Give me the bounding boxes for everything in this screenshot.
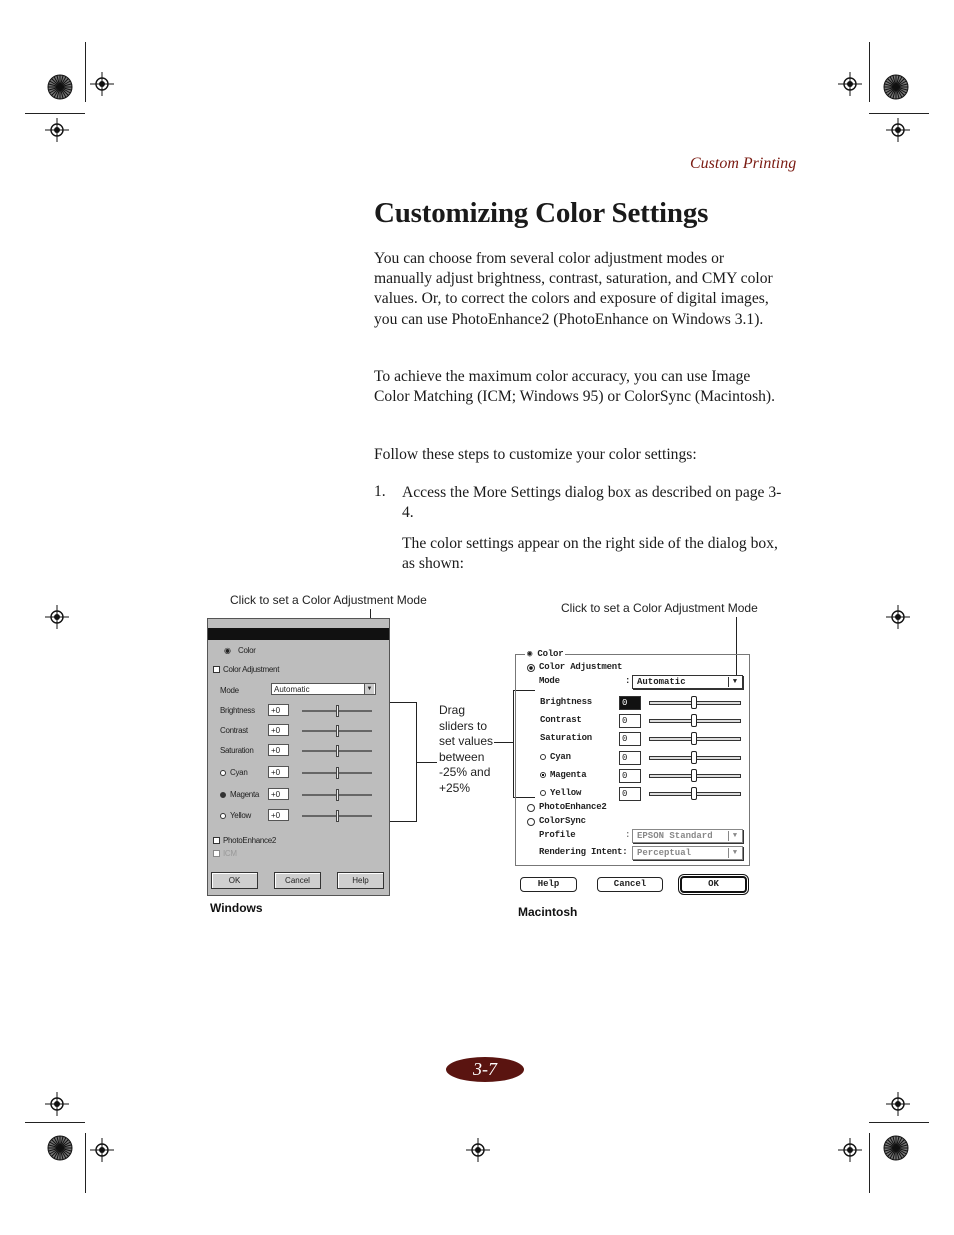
running-head: Custom Printing <box>690 155 797 172</box>
mac-slider-label: Contrast <box>540 715 582 725</box>
windows-slider-label: Brightness <box>220 706 255 715</box>
mac-cyan-radio[interactable] <box>540 754 546 760</box>
registration-crosshair-icon <box>886 605 910 629</box>
windows-help-button[interactable]: Help <box>337 872 384 889</box>
mac-slider-thumb[interactable] <box>691 787 697 800</box>
crop-line <box>869 42 870 102</box>
windows-slider-label: Magenta <box>230 790 260 799</box>
crop-line <box>85 1133 86 1193</box>
windows-slider-label: Cyan <box>230 768 248 777</box>
mac-slider-label: Brightness <box>540 697 593 707</box>
windows-caption: Windows <box>210 901 263 915</box>
windows-slider-value-field[interactable]: +0 <box>268 704 289 716</box>
mac-color-title: ◉ Color <box>527 649 564 659</box>
mac-photoenhance-label: PhotoEnhance2 <box>539 802 607 812</box>
windows-titlebar <box>208 628 389 640</box>
mac-help-button[interactable]: Help <box>520 877 577 892</box>
mac-colorsync-radio[interactable] <box>527 818 535 826</box>
windows-slider-value-field[interactable]: +0 <box>268 809 289 821</box>
registration-crosshair-icon <box>45 1092 69 1116</box>
registration-crosshair-icon <box>886 118 910 142</box>
windows-color-dialog <box>207 618 390 896</box>
registration-crosshair-icon <box>90 1138 114 1162</box>
steps-intro: Follow these steps to customize your color settings: <box>374 446 697 463</box>
crop-line <box>25 113 85 114</box>
mac-slider-thumb[interactable] <box>691 714 697 727</box>
crop-line <box>869 1133 870 1193</box>
registration-star-icon <box>47 1135 73 1161</box>
drag-sliders-callout: Drag sliders to set values between -25% and +25% <box>439 703 494 795</box>
step-number: 1. <box>374 483 386 500</box>
windows-mode-label: Mode <box>220 686 239 695</box>
registration-star-icon <box>47 74 73 100</box>
step-text: Access the More Settings dialog box as described on page 3-4. <box>402 484 782 522</box>
mac-slider-thumb[interactable] <box>691 732 697 745</box>
registration-crosshair-icon <box>838 72 862 96</box>
mac-mode-label: Mode <box>539 676 560 686</box>
mac-slider-value-field[interactable]: 0 <box>619 787 641 801</box>
mac-magenta-radio[interactable] <box>540 772 546 778</box>
crop-line <box>85 42 86 102</box>
mac-slider-thumb[interactable] <box>691 696 697 709</box>
windows-slider-thumb[interactable] <box>336 789 339 801</box>
windows-slider-thumb[interactable] <box>336 767 339 779</box>
mac-colorsync-label: ColorSync <box>539 816 586 826</box>
windows-color-adjustment-label: Color Adjustment <box>223 665 280 674</box>
step-followup: The color settings appear on the right side of the dialog box, as shown: <box>402 535 778 573</box>
windows-slider-label: Saturation <box>220 746 254 755</box>
windows-slider-thumb[interactable] <box>336 810 339 822</box>
mac-slider-label: Cyan <box>550 752 571 762</box>
windows-slider-value-field[interactable]: +0 <box>268 788 289 800</box>
mac-bracket-leader <box>494 742 513 743</box>
windows-photoenhance-checkbox[interactable] <box>213 837 220 844</box>
mac-cancel-button[interactable]: Cancel <box>597 877 663 892</box>
registration-crosshair-icon <box>466 1138 490 1162</box>
windows-slider-value-field[interactable]: +0 <box>268 766 289 778</box>
mac-popup-arrow-icon: ▼ <box>728 677 741 687</box>
windows-bracket-leader <box>417 762 437 763</box>
mac-slider-label: Magenta <box>550 770 587 780</box>
windows-slider-thumb[interactable] <box>336 705 339 717</box>
mac-slider-label: Saturation <box>540 733 593 743</box>
registration-crosshair-icon <box>886 1092 910 1116</box>
mac-color-icon: ◉ <box>527 649 538 659</box>
mac-rendering-intent-popup[interactable]: Perceptual ▼ <box>632 846 743 860</box>
mac-photoenhance-radio[interactable] <box>527 804 535 812</box>
windows-slider-value-field[interactable]: +0 <box>268 724 289 736</box>
mac-profile-label: Profile <box>539 830 576 840</box>
crop-line <box>869 1122 929 1123</box>
page-number-badge: 3-7 <box>446 1057 524 1082</box>
windows-yellow-radio[interactable] <box>220 813 226 819</box>
registration-crosshair-icon <box>45 118 69 142</box>
registration-crosshair-icon <box>45 605 69 629</box>
mac-color-adjustment-label: Color Adjustment <box>539 662 623 672</box>
page-title: Customizing Color Settings <box>374 197 709 229</box>
windows-slider-thumb[interactable] <box>336 725 339 737</box>
windows-ok-button[interactable]: OK <box>211 872 258 889</box>
mac-slider-value-field[interactable]: 0 <box>619 714 641 728</box>
windows-cancel-button[interactable]: Cancel <box>274 872 321 889</box>
mac-color-adjustment-radio[interactable] <box>527 664 535 672</box>
mac-profile-popup[interactable]: EPSON Standard ▼ <box>632 829 743 843</box>
mac-slider-value-field[interactable]: 0 <box>619 696 641 710</box>
windows-slider-label: Contrast <box>220 726 248 735</box>
registration-crosshair-icon <box>90 72 114 96</box>
mac-caption: Macintosh <box>518 905 578 919</box>
registration-star-icon <box>883 1135 909 1161</box>
mac-mode-callout: Click to set a Color Adjustment Mode <box>561 601 758 615</box>
mac-profile-colon: : <box>625 830 631 840</box>
mac-slider-value-field[interactable]: 0 <box>619 751 641 765</box>
mac-slider-value-field[interactable]: 0 <box>619 769 641 783</box>
mac-ok-button[interactable]: OK <box>680 876 747 893</box>
mac-slider-value-field[interactable]: 0 <box>619 732 641 746</box>
windows-slider-thumb[interactable] <box>336 745 339 757</box>
mac-mode-popup[interactable]: Automatic ▼ <box>632 675 743 689</box>
windows-icm-label: ICM <box>223 849 237 858</box>
crop-line <box>25 1122 85 1123</box>
mac-profile-arrow-icon: ▼ <box>728 831 741 841</box>
icm-paragraph: To achieve the maximum color accuracy, you can use Image Color Matching (ICM; Windows 95) or ColorSync (Macintosh). <box>374 368 776 406</box>
registration-crosshair-icon <box>838 1138 862 1162</box>
registration-star-icon <box>883 74 909 100</box>
crop-line <box>869 113 929 114</box>
mac-slider-thumb[interactable] <box>691 751 697 764</box>
windows-mode-callout: Click to set a Color Adjustment Mode <box>230 593 427 607</box>
windows-icm-checkbox[interactable] <box>213 850 220 857</box>
windows-color-icon: ◉ <box>224 646 231 655</box>
mac-slider-thumb[interactable] <box>691 769 697 782</box>
intro-paragraph: You can choose from several color adjustment modes or manually adjust brightness, contrast, saturation, and CMY color values. Or, to correct the colors and exposure of digital images, you can use PhotoEnhance2 (PhotoEnhance on Windows 3.1). <box>374 250 773 328</box>
mac-color-dialog <box>513 644 753 896</box>
windows-photoenhance-label: PhotoEnhance2 <box>223 836 277 845</box>
windows-dropdown-arrow-icon: ▼ <box>364 684 374 694</box>
mac-slider-label: Yellow <box>550 788 582 798</box>
windows-magenta-radio[interactable] <box>220 792 226 798</box>
mac-rendering-arrow-icon: ▼ <box>728 848 741 858</box>
windows-slider-value-field[interactable]: +0 <box>268 744 289 756</box>
windows-color-adjustment-radio[interactable] <box>213 666 220 673</box>
mac-mode-colon: : <box>625 676 631 686</box>
windows-cyan-radio[interactable] <box>220 770 226 776</box>
windows-mode-select[interactable]: Automatic ▼ <box>271 683 376 695</box>
mac-rendering-intent-label: Rendering Intent: <box>539 847 628 857</box>
windows-color-label: Color <box>238 646 256 655</box>
windows-slider-label: Yellow <box>230 811 252 820</box>
mac-yellow-radio[interactable] <box>540 790 546 796</box>
